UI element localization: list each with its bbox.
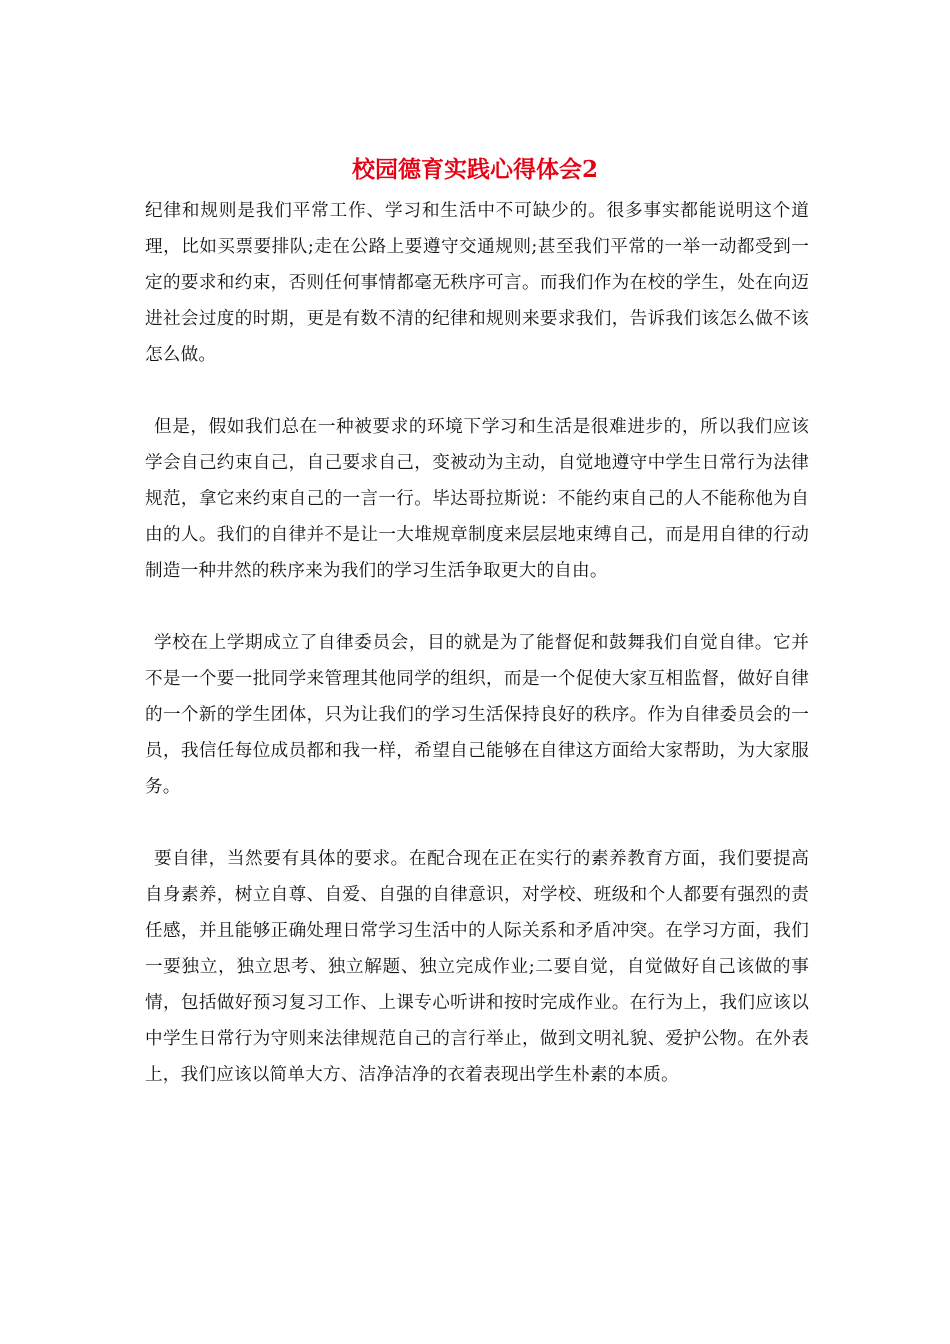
document-body bbox=[145, 193, 809, 1129]
document-title: 校园德育实践心得体会2 bbox=[351, 156, 598, 183]
paragraph-2: 但是，假如我们总在一种被要求的环境下学习和生活是很难进步的，所以我们应该学会自己约束自己，自己要求自己，变被动为主动，自觉地遵守中学生日常行为法律规范，拿它来约束自己的一言一行。毕达哥拉斯说：不能约束自己的人不能称他为自由的人。我们的自律并不是让一大堆规章制度来层层地束缚自己，而是用自律的行动制造一种井然的秩序来为我们的学习生活争取更大的自由。 bbox=[145, 417, 809, 581]
paragraph-1: 纪律和规则是我们平常工作、学习和生活中不可缺少的。很多事实都能说明这个道理，比如买票要排队;走在公路上要遵守交通规则;甚至我们平常的一举一动都受到一定的要求和约束，否则任何事情都毫无秩序可言。而我们作为在校的学生，处在向迈进社会过度的时期，更是有数不清的纪律和规则来要求我们，告诉我们该怎么做不该怎么做。 bbox=[145, 201, 809, 365]
paragraph-4: 要自律，当然要有具体的要求。在配合现在正在实行的素养教育方面，我们要提高自身素养，树立自尊、自爱、自强的自律意识，对学校、班级和个人都要有强烈的责任感，并且能够正确处理日常学习生活中的人际关系和矛盾冲突。在学习方面，我们一要独立，独立思考、独立解题、独立完成作业;二要自觉，自觉做好自己该做的事情，包括做好预习复习工作、上课专心听讲和按时完成作业。在行为上，我们应该以中学生日常行为守则来法律规范自己的言行举止，做到文明礼貌、爱护公物。在外表上，我们应该以简单大方、洁净洁净的衣着表现出学生朴素的本质。 bbox=[145, 849, 809, 1085]
paragraph-3: 学校在上学期成立了自律委员会，目的就是为了能督促和鼓舞我们自觉自律。它并不是一个要一批同学来管理其他同学的组织，而是一个促使大家互相监督，做好自律的一个新的学生团体，只为让我们的学习生活保持良好的秩序。作为自律委员会的一员，我信任每位成员都和我一样，希望自己能够在自律这方面给大家帮助，为大家服务。 bbox=[145, 633, 809, 797]
